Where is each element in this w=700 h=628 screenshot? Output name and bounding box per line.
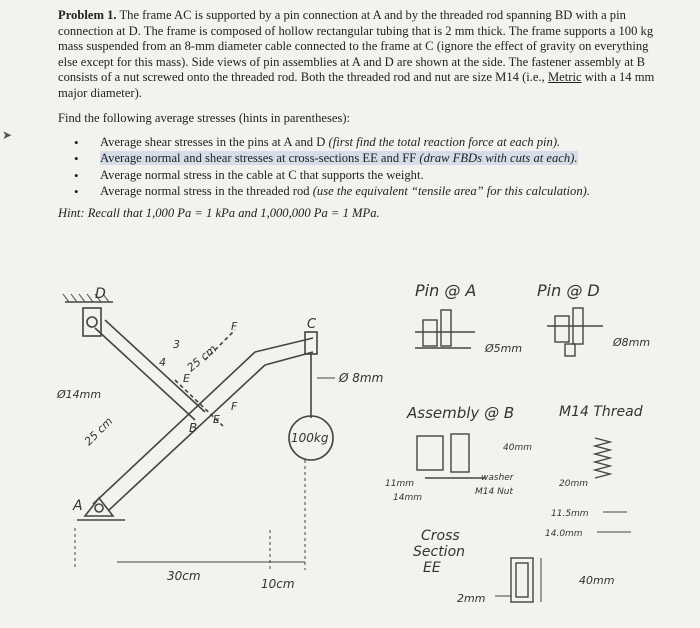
label-rod-dia: Ø14mm (57, 388, 102, 401)
label-d: D (95, 286, 106, 302)
task-item (74, 168, 658, 184)
assembly-dim-11: 11mm (385, 479, 414, 489)
margin-arrow-icon: ➤ (2, 128, 13, 142)
problem-statement (58, 8, 658, 101)
label-mass: 100kg (291, 431, 329, 445)
assembly-nut-body (451, 434, 469, 472)
label-c: C (307, 317, 317, 332)
task-hint: (first find the total reaction force at each pin). (328, 134, 561, 149)
assembly-dim-40: 40mm (503, 443, 532, 453)
label-dim-10: 10cm (261, 577, 295, 591)
pin-a-title: Pin @ A (415, 281, 477, 300)
pin-d-dia: Ø8mm (613, 336, 651, 349)
task-item (74, 135, 658, 151)
assembly-title: Assembly @ B (407, 404, 515, 422)
section-inner (516, 563, 528, 597)
task-item-highlighted (74, 151, 658, 167)
statement-part-b: with a 14 mm major diameter). (58, 70, 655, 100)
assembly-nut: M14 Nut (475, 487, 514, 497)
frame-left-edge (93, 352, 255, 504)
thread-dim-20: 20mm (559, 479, 588, 489)
problem-heading: Problem 1. (58, 8, 117, 22)
label-rod-len: 25 cm (81, 414, 116, 449)
label-e: E (183, 372, 190, 385)
label-b: B (189, 421, 198, 435)
section-height: 40mm (579, 574, 615, 587)
pin-a-dia: Ø5mm (485, 342, 523, 355)
statement-metric: Metric (547, 70, 582, 84)
statement-part-a: The frame AC is supported by a pin connection at A and by the threaded rod spanning BD with a pin connection at D. The frame is composed of hollow rectangular tubing that is 2 mm thick. The frame supports a 100 kg mass suspended from an 8-mm diameter cable connected to the frame at C (ignore the effect of gravity on everything else except for this mass). Side views of pin assemblies at A and D are shown at the side. The fastener assembly at B consists of a nut screwed onto the threaded rod. Both the threaded rod and nut are size M14 (i.e., (58, 8, 654, 84)
label-dim-30: 30cm (167, 569, 201, 583)
threaded-rod-a (95, 328, 195, 420)
pin-a-support (85, 498, 113, 516)
thread-title: M14 Thread (559, 404, 643, 420)
section-title-3: EE (423, 560, 441, 576)
task-main: Average shear stresses in the pins at A and D (100, 134, 329, 149)
thread-dim-140: 14.0mm (545, 529, 583, 539)
label-cable-dia: Ø 8mm (339, 371, 384, 385)
pin-d-title: Pin @ D (537, 281, 600, 300)
pin-d-plate-1 (555, 316, 569, 342)
section-thick: 2mm (457, 592, 486, 605)
task-hint: (use the equivalent “tensile area” for this calculation). (312, 184, 590, 198)
hint-line: Hint: Recall that 1,000 Pa = 1 kPa and 1,000,000 Pa = 1 MPa. (58, 205, 380, 220)
label-f: F (231, 320, 238, 333)
thread-dim-115: 11.5mm (551, 509, 589, 519)
find-line: Find the following average stresses (hints in parentheses): (58, 111, 351, 125)
frame-end-c (305, 332, 317, 354)
frame-diagram (55, 270, 695, 625)
task-main: Average normal stress in the threaded rod (100, 184, 313, 198)
frame-right-edge (109, 365, 265, 510)
section-outer (511, 558, 533, 602)
section-title-2: Section (413, 544, 466, 560)
task-item (74, 184, 658, 200)
assembly-dim-14: 14mm (393, 493, 422, 503)
label-a: A (73, 498, 83, 514)
pin-a-circle (95, 504, 103, 512)
label-f2: F (231, 400, 238, 413)
label-angle-4: 4 (159, 356, 166, 369)
thread-profile (595, 438, 610, 478)
assembly-washer: washer (481, 473, 514, 483)
assembly-plate (417, 436, 443, 470)
pin-a-plate-1 (423, 320, 437, 346)
pin-d-circle (87, 317, 97, 327)
task-main: Average normal stress in the cable at C that supports the weight. (100, 167, 424, 182)
pin-a-plate-2 (441, 310, 451, 346)
label-angle-3: 3 (173, 338, 180, 351)
label-frame-len: 25 cm (184, 342, 220, 375)
task-list (58, 135, 658, 200)
task-main: Average normal and shear stresses at cross-sections EE and FF (100, 151, 420, 165)
task-hint: (draw FBDs with cuts at each). (419, 151, 578, 165)
label-e2: E (213, 413, 220, 426)
problem-text (58, 8, 658, 221)
section-title-1: Cross (421, 528, 460, 544)
pin-d-rod-end (565, 344, 575, 356)
